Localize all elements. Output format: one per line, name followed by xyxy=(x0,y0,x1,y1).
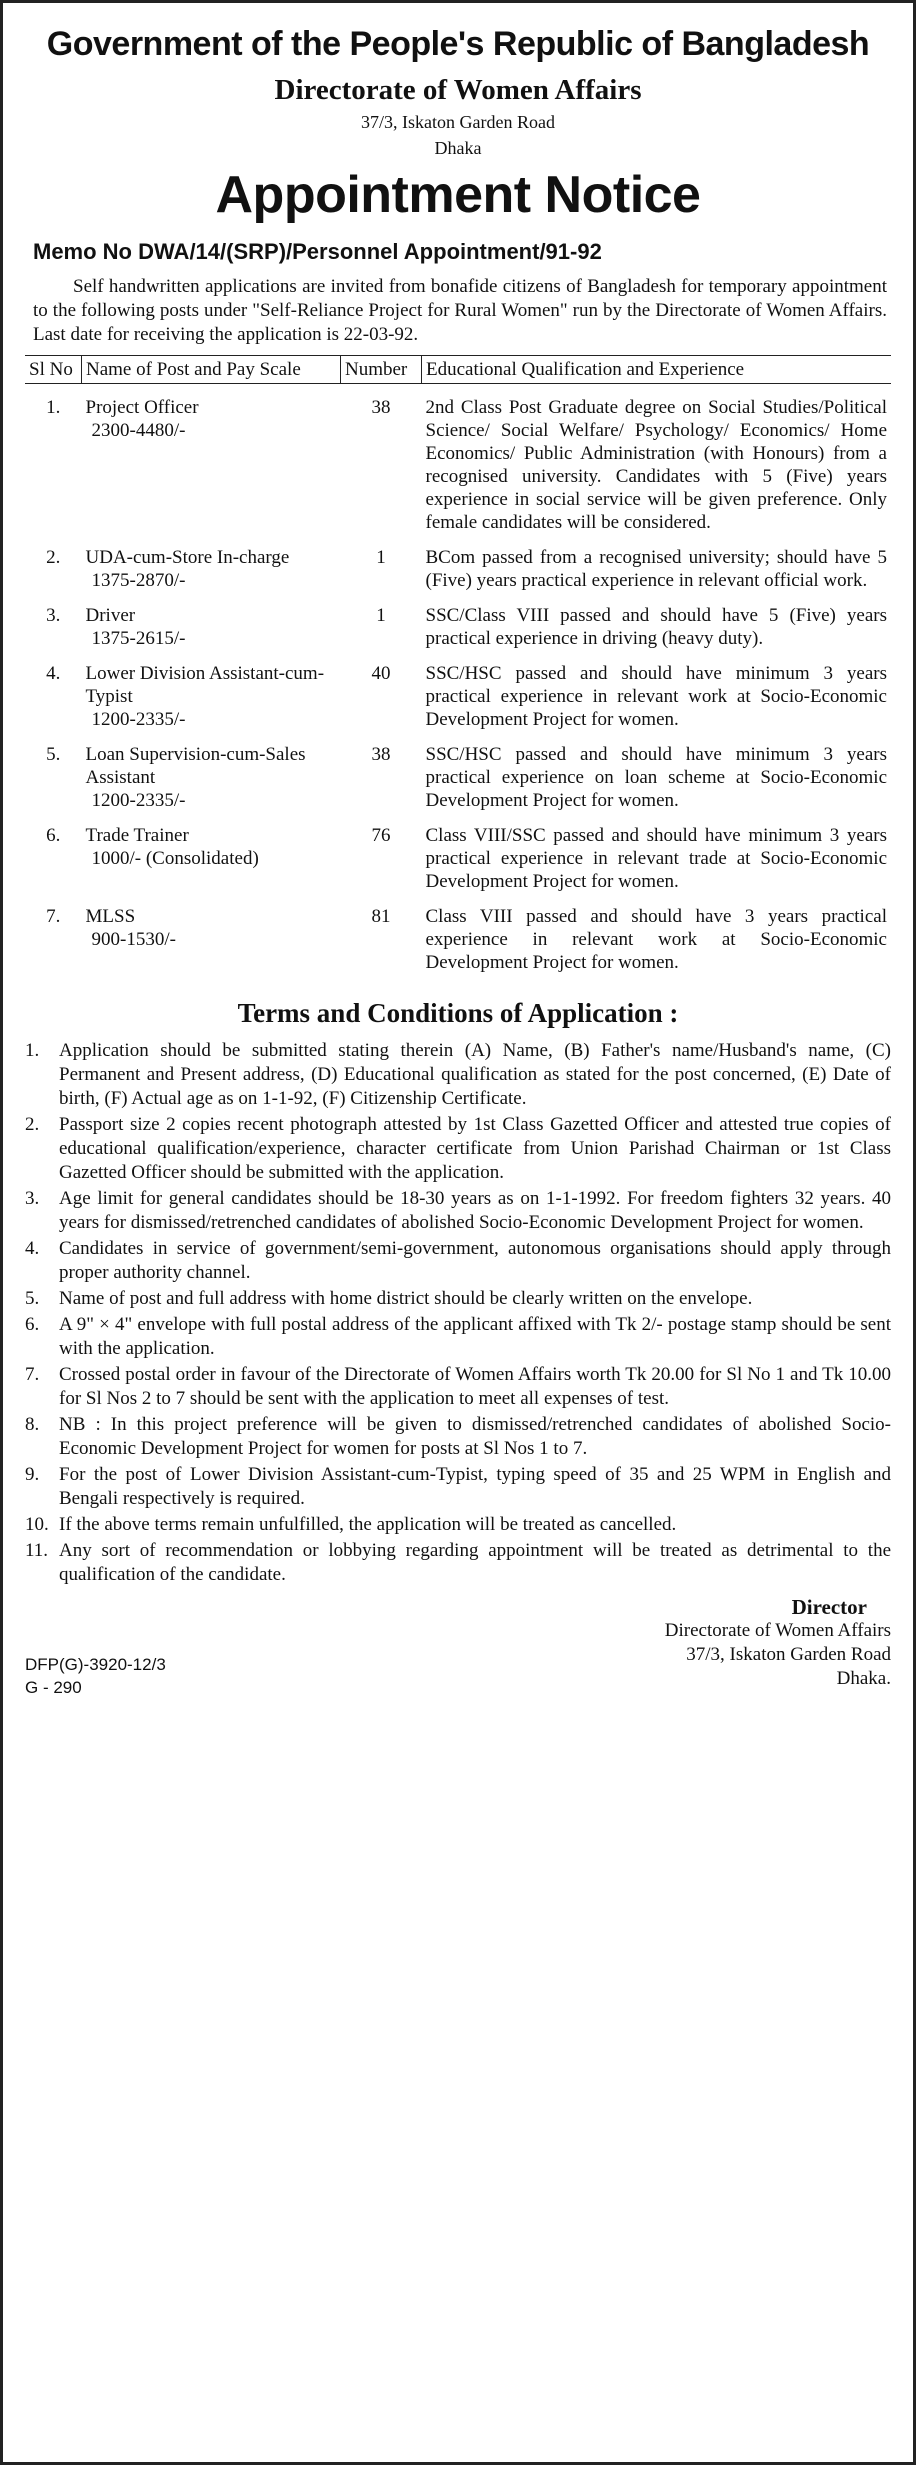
memo-number: Memo No DWA/14/(SRP)/Personnel Appointment/91-92 xyxy=(33,239,602,264)
term-text: For the post of Lower Division Assistant-cum-Typist, typing speed of 35 and 25 WPM in English and Bengali respectively is required. xyxy=(59,1464,891,1509)
dfp-code: DFP(G)-3920-12/3 xyxy=(25,1655,166,1674)
signature-line-3: Dhaka. xyxy=(836,1668,891,1689)
term-text: Crossed postal order in favour of the Directorate of Women Affairs worth Tk 20.00 for Sl No 1 and Tk 10.00 for Sl Nos 2 to 7 should be sent with the application to meet all expenses of test. xyxy=(59,1364,891,1409)
intro-paragraph: Self handwritten applications are invited from bonafide citizens of Bangladesh for temporary appointment to the following posts under "Self-Reliance Project for Rural Women" run by the Directorate of Women Affairs. Last date for receiving the application is 22-03-92. xyxy=(33,276,887,345)
row-sl: 4. xyxy=(46,663,61,684)
table-row xyxy=(25,893,891,974)
row-sl: 6. xyxy=(46,825,61,846)
pay-scale: 1375-2615/- xyxy=(91,628,186,649)
pay-scale: 1200-2335/- xyxy=(91,790,186,811)
signature-title: Director xyxy=(791,1595,867,1619)
address-line-2: Dhaka xyxy=(434,138,482,158)
post-name: Project Officer xyxy=(85,397,199,418)
row-education: BCom passed from a recognised university; should have 5 (Five) years practical experience in relevant official work. xyxy=(425,547,887,591)
list-item xyxy=(25,1539,891,1587)
row-post xyxy=(82,650,341,731)
pay-scale: 1000/- (Consolidated) xyxy=(91,848,259,869)
posts-table-header xyxy=(25,356,891,384)
list-item xyxy=(25,1187,891,1235)
g-code: G - 290 xyxy=(25,1678,82,1697)
post-name: Trade Trainer xyxy=(85,825,189,846)
row-post xyxy=(82,534,341,592)
row-education: SSC/Class VIII passed and should have 5 (Five) years practical experience in driving (heavy duty). xyxy=(425,605,887,649)
term-number: 4. xyxy=(25,1238,40,1259)
table-row xyxy=(25,534,891,592)
term-number: 9. xyxy=(25,1464,40,1485)
header-name: Name of Post and Pay Scale xyxy=(82,356,341,384)
pay-scale: 1200-2335/- xyxy=(91,709,186,730)
term-text: Age limit for general candidates should be 18-30 years as on 1-1-1992. For freedom fighters 32 years. 40 years for dismissed/retrenched candidates of abolished Socio-Economic Development Project for women. xyxy=(59,1188,891,1233)
terms-list xyxy=(25,1039,891,1587)
row-education: 2nd Class Post Graduate degree on Social Studies/Political Science/ Social Welfare/ Psychology/ Economics/ Home Economics/ Public Administration (with Honours) from a recognised university. Candidates with 5 (Five) years experience in social service will be given preference. Only female candidates will be considered. xyxy=(425,397,887,533)
row-number: 38 xyxy=(371,744,391,765)
row-number: 38 xyxy=(371,397,391,418)
directorate-title: Directorate of Women Affairs xyxy=(274,74,642,106)
list-item xyxy=(25,1513,891,1537)
row-number: 1 xyxy=(376,605,386,626)
row-sl: 1. xyxy=(46,397,61,418)
row-sl: 7. xyxy=(46,906,61,927)
list-item xyxy=(25,1039,891,1111)
term-number: 3. xyxy=(25,1188,40,1209)
row-number: 40 xyxy=(371,663,391,684)
address-line-1: 37/3, Iskaton Garden Road xyxy=(361,112,555,132)
term-number: 7. xyxy=(25,1364,40,1385)
term-number: 10. xyxy=(25,1514,49,1535)
notice-footer xyxy=(25,1595,891,1755)
term-text: NB : In this project preference will be given to dismissed/retrenched candidates of abolished Socio-Economic Development Project for women for posts at Sl Nos 1 to 7. xyxy=(59,1414,891,1459)
row-sl: 2. xyxy=(46,547,61,568)
header-number: Number xyxy=(341,356,422,384)
table-row xyxy=(25,592,891,650)
row-number: 1 xyxy=(376,547,386,568)
table-row xyxy=(25,384,891,535)
term-text: Any sort of recommendation or lobbying regarding appointment will be treated as detrimental to the qualification of the candidate. xyxy=(59,1540,891,1585)
list-item xyxy=(25,1363,891,1411)
header-education: Educational Qualification and Experience xyxy=(422,356,892,384)
header-sl: Sl No xyxy=(25,356,82,384)
post-name: Loan Supervision-cum-Sales Assistant xyxy=(85,744,306,788)
row-sl: 5. xyxy=(46,744,61,765)
term-text: Name of post and full address with home district should be clearly written on the envelope. xyxy=(59,1288,753,1309)
signature-block xyxy=(665,1595,891,1691)
list-item xyxy=(25,1113,891,1185)
list-item xyxy=(25,1463,891,1511)
term-text: Candidates in service of government/semi-government, autonomous organisations should apply through proper authority channel. xyxy=(59,1238,891,1283)
terms-title: Terms and Conditions of Application : xyxy=(237,998,679,1028)
term-number: 1. xyxy=(25,1040,40,1061)
row-post xyxy=(82,384,341,535)
term-number: 6. xyxy=(25,1314,40,1335)
posts-table xyxy=(25,355,891,974)
row-sl: 3. xyxy=(46,605,61,626)
pay-scale: 2300-4480/- xyxy=(91,420,186,441)
row-education: SSC/HSC passed and should have minimum 3 years practical experience in relevant work at Socio-Economic Development Project for women. xyxy=(425,663,887,730)
term-text: Application should be submitted stating therein (A) Name, (B) Father's name/Husband's name, (C) Permanent and Present address, (D) Educational qualification as stated for the post concerned, (E) Date of birth, (F) Actual age as on 1-1-92, (F) Citizenship Certificate. xyxy=(59,1040,891,1109)
notice-title: Appointment Notice xyxy=(215,166,701,224)
post-name: MLSS xyxy=(85,906,136,927)
row-post xyxy=(82,731,341,812)
table-row xyxy=(25,650,891,731)
row-post xyxy=(82,893,341,974)
table-row xyxy=(25,731,891,812)
signature-line-2: 37/3, Iskaton Garden Road xyxy=(686,1644,891,1665)
pay-scale: 1375-2870/- xyxy=(91,570,186,591)
pay-scale: 900-1530/- xyxy=(91,929,176,950)
row-post xyxy=(82,592,341,650)
row-education: Class VIII/SSC passed and should have minimum 3 years practical experience in relevant trade at Socio-Economic Development Project for women. xyxy=(425,825,887,892)
post-name: Lower Division Assistant-cum-Typist xyxy=(85,663,325,707)
list-item xyxy=(25,1413,891,1461)
term-text: If the above terms remain unfulfilled, the application will be treated as cancelled. xyxy=(59,1514,677,1535)
term-number: 8. xyxy=(25,1414,40,1435)
list-item xyxy=(25,1313,891,1361)
publication-codes xyxy=(25,1653,166,1699)
post-name: Driver xyxy=(85,605,136,626)
term-number: 11. xyxy=(25,1540,49,1561)
government-title: Government of the People's Republic of Bangladesh xyxy=(46,25,870,63)
term-text: Passport size 2 copies recent photograph attested by 1st Class Gazetted Officer and attested true copies of educational qualification/experience, character certificate from Union Parishad Chairman or 1st Class Gazetted Officer should be submitted with the application. xyxy=(59,1114,891,1183)
row-education: SSC/HSC passed and should have minimum 3 years practical experience on loan scheme at Socio-Economic Development Project for women. xyxy=(425,744,887,811)
notice-content xyxy=(25,21,891,1755)
post-name: UDA-cum-Store In-charge xyxy=(85,547,290,568)
row-number: 76 xyxy=(371,825,391,846)
list-item xyxy=(25,1287,891,1311)
term-number: 2. xyxy=(25,1114,40,1135)
row-post xyxy=(82,812,341,893)
list-item xyxy=(25,1237,891,1285)
notice-header xyxy=(25,25,891,225)
signature-line-1: Directorate of Women Affairs xyxy=(664,1620,891,1641)
table-row xyxy=(25,812,891,893)
row-number: 81 xyxy=(371,906,391,927)
term-number: 5. xyxy=(25,1288,40,1309)
term-text: A 9" × 4" envelope with full postal address of the applicant affixed with Tk 2/- postage stamp should be sent with the application. xyxy=(59,1314,891,1359)
row-education: Class VIII passed and should have 3 years practical experience in relevant work at Socio-Economic Development Project for women. xyxy=(425,906,887,973)
